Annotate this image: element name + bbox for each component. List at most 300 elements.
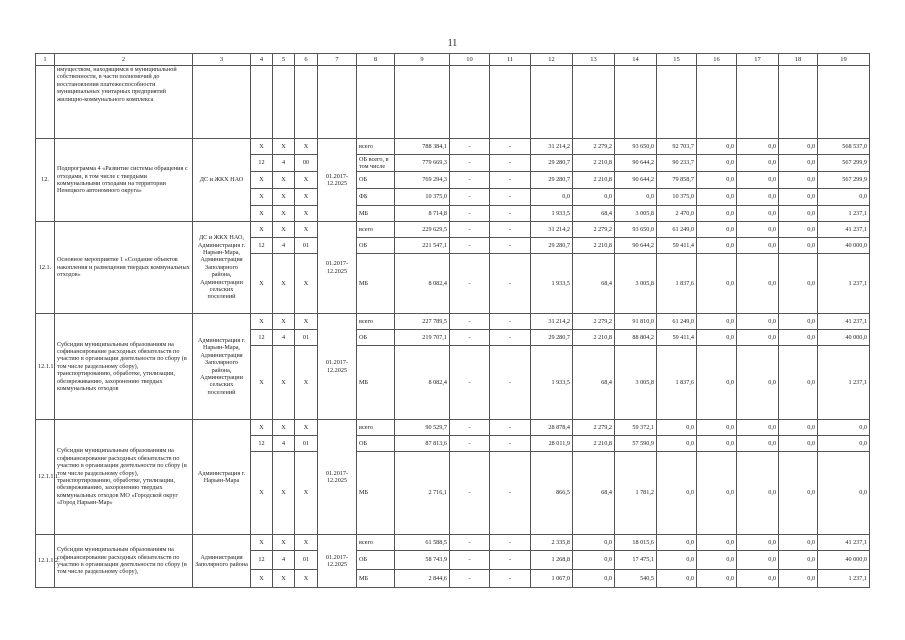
table-cell: 0,0 [818, 452, 870, 535]
table-cell: 0,0 [657, 535, 697, 551]
table-cell: 0,0 [737, 570, 779, 588]
table-cell: 0,0 [779, 238, 818, 254]
table-cell: 61 249,0 [657, 222, 697, 238]
table-cell: 229 629,5 [395, 222, 450, 238]
table-cell: - [490, 346, 531, 420]
table-cell: 01 [295, 238, 318, 254]
table-cell: X [273, 139, 295, 155]
table-cell: X [295, 139, 318, 155]
header-cell: 15 [657, 54, 697, 66]
table-cell: - [450, 314, 490, 330]
table-cell: 0,0 [818, 436, 870, 452]
continuation-row [36, 66, 870, 139]
table-cell: 2 279,2 [573, 222, 615, 238]
table-cell: - [490, 551, 531, 570]
table-cell: 0,0 [697, 238, 737, 254]
table-cell: 0,0 [779, 222, 818, 238]
table-cell: 0,0 [779, 155, 818, 172]
table-cell: 90 644,2 [615, 172, 657, 189]
table-cell: 8 082,4 [395, 346, 450, 420]
row-name: Субсидии муниципальным образованиям на софинансирование расходных обязательств по участию в организации деятельности по сбору (в том числе раздельному сбору), транспортированию, обработке, утилизации, обезвреживанию, захоронению твердых коммунальных отходов МО «Городской округ «Город Нарьян-Мар» [55, 420, 193, 535]
table-cell: X [251, 222, 273, 238]
row-period: 01.2017-12.2025 [318, 535, 357, 588]
table-cell: 4 [273, 436, 295, 452]
table-cell: X [295, 420, 318, 436]
table-cell: X [273, 222, 295, 238]
row-period: 01.2017-12.2025 [318, 314, 357, 420]
table-cell: 219 707,1 [395, 330, 450, 346]
table-cell: 0,0 [779, 551, 818, 570]
table-cell: 4 [273, 330, 295, 346]
table-cell: 3 005,8 [615, 254, 657, 314]
table-cell: 0,0 [573, 189, 615, 206]
table-cell: - [490, 436, 531, 452]
table-cell: 2 279,2 [573, 139, 615, 155]
table-cell: 0,0 [737, 238, 779, 254]
table-cell: 59 372,1 [615, 420, 657, 436]
table-cell: - [450, 172, 490, 189]
funding-source: ОБ всего, в том числе [357, 155, 395, 172]
header-cell: 7 [318, 54, 357, 66]
table-cell: 0,0 [697, 436, 737, 452]
table-cell: 41 237,1 [818, 535, 870, 551]
table-cell: 40 000,0 [818, 238, 870, 254]
table-cell: 567 299,9 [818, 172, 870, 189]
header-cell: 8 [357, 54, 395, 66]
table-cell: 0,0 [573, 535, 615, 551]
row-number: 12. [36, 139, 55, 222]
table-cell: X [273, 172, 295, 189]
table-cell: X [295, 254, 318, 314]
table-cell: 0,0 [657, 420, 697, 436]
table-cell: 0,0 [779, 346, 818, 420]
header-cell: 2 [55, 54, 193, 66]
table-cell: 0,0 [697, 551, 737, 570]
table-cell: 0,0 [697, 535, 737, 551]
table-cell: 0,0 [737, 139, 779, 155]
table-cell: 31 214,2 [531, 222, 573, 238]
funding-source: всего [357, 314, 395, 330]
table-cell: 0,0 [657, 570, 697, 588]
table-cell: 0,0 [697, 155, 737, 172]
table-cell: - [450, 551, 490, 570]
table-cell: - [450, 570, 490, 588]
table-cell: 90 529,7 [395, 420, 450, 436]
table-cell: 0,0 [779, 189, 818, 206]
header-cell: 10 [450, 54, 490, 66]
table-cell: 2 844,6 [395, 570, 450, 588]
table-cell: 0,0 [697, 314, 737, 330]
row-period: 01.2017-12.2025 [318, 222, 357, 314]
funding-source: МБ [357, 570, 395, 588]
table-cell: X [295, 314, 318, 330]
funding-source: МБ [357, 206, 395, 222]
table-cell: X [295, 206, 318, 222]
table-cell: 57 590,9 [615, 436, 657, 452]
table-cell: X [295, 452, 318, 535]
table-cell: 0,0 [657, 452, 697, 535]
table-cell: 0,0 [531, 189, 573, 206]
table-cell: X [251, 254, 273, 314]
table-cell: 88 804,2 [615, 330, 657, 346]
funding-source: ОБ [357, 436, 395, 452]
table-cell: 29 280,7 [531, 238, 573, 254]
table-cell: X [295, 222, 318, 238]
table-cell: 90 644,2 [615, 155, 657, 172]
header-cell: 9 [395, 54, 450, 66]
funding-source: ОБ [357, 172, 395, 189]
table-cell: 0,0 [779, 206, 818, 222]
table-cell: 2 210,8 [573, 155, 615, 172]
table-cell: 0,0 [697, 222, 737, 238]
table-cell: 788 384,1 [395, 139, 450, 155]
table-cell: X [273, 346, 295, 420]
header-cell: 12 [531, 54, 573, 66]
table-cell: 0,0 [697, 254, 737, 314]
table-cell: 10 375,0 [657, 189, 697, 206]
table-cell: X [251, 314, 273, 330]
row-executor: Администрация Заполярного района [193, 535, 251, 588]
funding-source: ОБ [357, 330, 395, 346]
page-number: 11 [447, 38, 458, 49]
table-cell: 61 249,0 [657, 314, 697, 330]
table-cell: - [450, 238, 490, 254]
funding-source: всего [357, 420, 395, 436]
table-cell: - [490, 420, 531, 436]
table-cell: 2 470,0 [657, 206, 697, 222]
table-cell: - [450, 436, 490, 452]
table-cell: 01 [295, 551, 318, 570]
table-cell: X [273, 254, 295, 314]
row-name: Подпрограмма 4 «Развитие системы обращения с отходами, в том числе с твердыми коммунальными отходами на территории Ненецкого автономного округа» [55, 139, 193, 222]
table-cell: 0,0 [697, 330, 737, 346]
table-cell: 91 810,0 [615, 314, 657, 330]
table-cell: 31 214,2 [531, 139, 573, 155]
table-cell: 2 279,2 [573, 420, 615, 436]
table-cell: - [490, 189, 531, 206]
table-cell: 0,0 [779, 420, 818, 436]
table-cell: - [490, 172, 531, 189]
table-cell: 17 475,1 [615, 551, 657, 570]
table-cell: 0,0 [697, 420, 737, 436]
table-row [36, 139, 870, 155]
table-cell: 2 335,8 [531, 535, 573, 551]
table-cell: 59 411,4 [657, 238, 697, 254]
table-cell: - [450, 330, 490, 346]
table-cell: 0,0 [818, 420, 870, 436]
table-cell: - [490, 570, 531, 588]
table-cell: 0,0 [697, 570, 737, 588]
table-cell: 0,0 [737, 189, 779, 206]
table-cell: 41 237,1 [818, 314, 870, 330]
funding-source: всего [357, 222, 395, 238]
table-cell: 28 878,4 [531, 420, 573, 436]
table-cell: - [490, 206, 531, 222]
row-name: Субсидии муниципальным образованиям на софинансирование расходных обязательств по участию в организации деятельности по сбору (в том числе раздельному сбору), транспортированию, обработке, утилизации, обезвреживанию, захоронению твердых коммунальных отходов [55, 314, 193, 420]
table-cell: 3 005,8 [615, 346, 657, 420]
table-cell: X [251, 206, 273, 222]
table-cell: 0,0 [657, 551, 697, 570]
table-cell: 12 [251, 551, 273, 570]
table-cell: 68,4 [573, 206, 615, 222]
table-cell: 4 [273, 551, 295, 570]
funding-source: всего [357, 139, 395, 155]
table-cell: 0,0 [697, 346, 737, 420]
header-cell: 6 [295, 54, 318, 66]
table-cell: - [450, 139, 490, 155]
table-cell: 1 237,1 [818, 206, 870, 222]
table-cell: 0,0 [697, 139, 737, 155]
table-cell: 0,0 [737, 206, 779, 222]
table-cell: 1 237,1 [818, 254, 870, 314]
table-cell: 0,0 [737, 314, 779, 330]
table-cell: X [251, 535, 273, 551]
table-cell: 0,0 [697, 452, 737, 535]
table-cell: X [273, 570, 295, 588]
table-cell: 769 294,3 [395, 172, 450, 189]
row-number: 12.1. [36, 222, 55, 314]
table-cell: - [490, 238, 531, 254]
table-cell: 68,4 [573, 254, 615, 314]
table-cell: 58 743,9 [395, 551, 450, 570]
table-cell: 1 933,5 [531, 206, 573, 222]
table-cell: 0,0 [697, 172, 737, 189]
table-cell: 1 837,6 [657, 254, 697, 314]
table-cell: 2 279,2 [573, 314, 615, 330]
header-cell: 3 [193, 54, 251, 66]
table-cell: X [295, 535, 318, 551]
row-executor: Администрация г. Нарьян-Мара [193, 420, 251, 535]
table-cell: - [450, 535, 490, 551]
table-cell: 0,0 [737, 172, 779, 189]
table-cell: 1 837,6 [657, 346, 697, 420]
table-cell: 4 [273, 155, 295, 172]
program-table [35, 53, 870, 588]
table-cell: - [450, 254, 490, 314]
table-cell: X [273, 189, 295, 206]
row-executor: ДС и ЖКХ НАО, Администрация г. Нарьян-Мара, Администрация Заполярного района, Администрации сельских поселений [193, 222, 251, 314]
table-cell: X [251, 346, 273, 420]
table-cell: 0,0 [737, 551, 779, 570]
table-cell: - [490, 222, 531, 238]
table-cell: 866,5 [531, 452, 573, 535]
row-executor: ДС и ЖКХ НАО [193, 139, 251, 222]
funding-source: МБ [357, 254, 395, 314]
table-cell: 40 000,0 [818, 330, 870, 346]
table-cell: - [490, 314, 531, 330]
header-cell: 11 [490, 54, 531, 66]
table-cell: 93 650,0 [615, 139, 657, 155]
table-cell: 0,0 [779, 452, 818, 535]
table-cell: 0,0 [818, 189, 870, 206]
row-executor: Администрация г. Нарьян-Мара, Администрация Заполярного района, Администрации сельских поселений [193, 314, 251, 420]
continuation-text: имуществом, находящимся в муниципальной собственности, в части полномочий до восстановления платежеспособности муниципальных унитарных предприятий жилищно-коммунального комплекса [55, 66, 193, 139]
funding-source: ФБ [357, 189, 395, 206]
table-cell: 0,0 [615, 189, 657, 206]
table-cell: 28 011,9 [531, 436, 573, 452]
table-cell: 0,0 [737, 222, 779, 238]
table-cell: 0,0 [737, 535, 779, 551]
table-cell: 12 [251, 330, 273, 346]
table-cell: 0,0 [697, 206, 737, 222]
table-cell: 0,0 [779, 436, 818, 452]
table-cell: 0,0 [779, 314, 818, 330]
table-cell: 2 210,8 [573, 436, 615, 452]
table-cell: 10 375,0 [395, 189, 450, 206]
row-number: 12.1.1.1. [36, 420, 55, 535]
table-cell: 12 [251, 436, 273, 452]
table-cell: 0,0 [737, 346, 779, 420]
row-period: 01.2017-12.2025 [318, 139, 357, 222]
table-cell: 0,0 [657, 436, 697, 452]
table-cell: - [450, 420, 490, 436]
table-cell: - [490, 139, 531, 155]
header-cell: 5 [273, 54, 295, 66]
table-cell: 90 233,7 [657, 155, 697, 172]
table-row [36, 222, 870, 238]
table-cell: 2 210,8 [573, 172, 615, 189]
table-cell: 1 237,1 [818, 570, 870, 588]
table-cell: 3 005,8 [615, 206, 657, 222]
table-cell: 0,0 [779, 330, 818, 346]
table-row [36, 420, 870, 436]
table-cell: 01 [295, 436, 318, 452]
table-cell: 29 280,7 [531, 330, 573, 346]
table-cell: 779 669,3 [395, 155, 450, 172]
table-cell: X [295, 346, 318, 420]
table-cell: 2 210,8 [573, 330, 615, 346]
funding-source: МБ [357, 452, 395, 535]
table-cell: 567 299,9 [818, 155, 870, 172]
row-name: Субсидии муниципальным образованиям на софинансирование расходных обязательств по участию в организации деятельности по сбору (в том числе раздельному сбору), [55, 535, 193, 588]
table-cell: 40 000,0 [818, 551, 870, 570]
funding-source: МБ [357, 346, 395, 420]
table-cell: 1 237,1 [818, 346, 870, 420]
table-cell: 1 781,2 [615, 452, 657, 535]
table-cell: 01 [295, 330, 318, 346]
table-cell: 87 813,6 [395, 436, 450, 452]
table-cell: 68,4 [573, 346, 615, 420]
table-cell: - [450, 346, 490, 420]
table-cell: X [251, 420, 273, 436]
header-cell: 17 [737, 54, 779, 66]
table-cell: 540,5 [615, 570, 657, 588]
table-cell: X [251, 570, 273, 588]
table-cell: 90 644,2 [615, 238, 657, 254]
table-cell: 0,0 [573, 570, 615, 588]
table-cell: 8 714,8 [395, 206, 450, 222]
table-cell: 4 [273, 238, 295, 254]
header-cell: 19 [818, 54, 870, 66]
table-cell: 0,0 [737, 155, 779, 172]
table-cell: 1 268,8 [531, 551, 573, 570]
table-cell: 2 716,1 [395, 452, 450, 535]
table-cell: 0,0 [779, 139, 818, 155]
table-cell: 0,0 [737, 436, 779, 452]
table-cell: 0,0 [697, 189, 737, 206]
table-cell: X [251, 452, 273, 535]
table-cell: - [450, 206, 490, 222]
row-number: 12.1.1.2. [36, 535, 55, 588]
table-cell: X [295, 172, 318, 189]
table-row [36, 535, 870, 551]
table-cell: 0,0 [737, 254, 779, 314]
table-cell: 12 [251, 238, 273, 254]
table-cell: 1 933,5 [531, 254, 573, 314]
table-cell: X [273, 535, 295, 551]
funding-source: ОБ [357, 238, 395, 254]
header-cell: 1 [36, 54, 55, 66]
table-cell: 31 214,2 [531, 314, 573, 330]
table-cell: 0,0 [779, 172, 818, 189]
table-cell: 68,4 [573, 452, 615, 535]
table-cell: 79 858,7 [657, 172, 697, 189]
table-cell: 0,0 [779, 535, 818, 551]
table-cell: X [273, 452, 295, 535]
row-period: 01.2017-12.2025 [318, 420, 357, 535]
table-cell: 93 650,0 [615, 222, 657, 238]
table-cell: 29 280,7 [531, 155, 573, 172]
table-cell: - [450, 452, 490, 535]
table-cell: 2 210,8 [573, 238, 615, 254]
table-cell: X [273, 206, 295, 222]
header-cell: 4 [251, 54, 273, 66]
table-cell: X [273, 420, 295, 436]
table-cell: 0,0 [779, 570, 818, 588]
table-cell: X [295, 570, 318, 588]
table-cell: 227 789,5 [395, 314, 450, 330]
table-cell: 568 537,0 [818, 139, 870, 155]
table-cell: 29 280,7 [531, 172, 573, 189]
table-cell: 18 015,6 [615, 535, 657, 551]
header-cell: 14 [615, 54, 657, 66]
row-number: 12.1.1. [36, 314, 55, 420]
table-cell: 0,0 [737, 452, 779, 535]
header-row [36, 54, 870, 66]
header-cell: 13 [573, 54, 615, 66]
table-cell: 0,0 [573, 551, 615, 570]
table-cell: - [450, 222, 490, 238]
table-cell: X [251, 172, 273, 189]
header-cell: 18 [779, 54, 818, 66]
funding-source: ОБ [357, 551, 395, 570]
table-cell: 00 [295, 155, 318, 172]
table-cell: 1 067,0 [531, 570, 573, 588]
table-cell: - [490, 330, 531, 346]
table-cell: 0,0 [737, 330, 779, 346]
table-cell: - [490, 535, 531, 551]
row-name: Основное мероприятие 1 «Создание объектов накопления и размещения твердых коммунальных отходов» [55, 222, 193, 314]
table-cell: - [490, 452, 531, 535]
table-cell: - [450, 155, 490, 172]
table-cell: 12 [251, 155, 273, 172]
table-cell: 59 411,4 [657, 330, 697, 346]
table-cell: 0,0 [779, 254, 818, 314]
table-cell: 221 547,1 [395, 238, 450, 254]
table-cell: X [273, 314, 295, 330]
table-cell: 92 703,7 [657, 139, 697, 155]
table-cell: 1 933,5 [531, 346, 573, 420]
table-cell: X [251, 189, 273, 206]
table-cell: 8 082,4 [395, 254, 450, 314]
table-cell: - [450, 189, 490, 206]
table-cell: 41 237,1 [818, 222, 870, 238]
table-cell: X [295, 189, 318, 206]
table-row [36, 314, 870, 330]
table-cell: - [490, 155, 531, 172]
table-cell: 0,0 [737, 420, 779, 436]
table-cell: X [251, 139, 273, 155]
